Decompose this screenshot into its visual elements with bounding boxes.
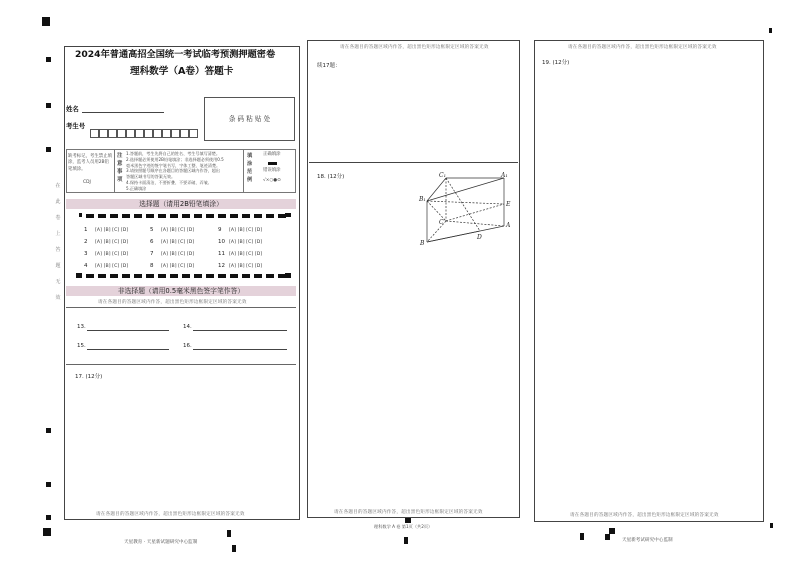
question-17-continued-area[interactable] (309, 54, 518, 162)
timing-track-end (76, 273, 82, 278)
timing-dash (182, 274, 190, 278)
choice-options[interactable]: [A] [B] [C] [D] (229, 252, 263, 257)
notice-line: 3.请按照题号顺序在各题目的答题区域内作答，超出 (126, 168, 220, 174)
choice-question-number: 9 (218, 227, 222, 233)
timing-mark (232, 545, 236, 552)
timing-dash (218, 274, 226, 278)
question-17-continued-label: 续17题： (317, 63, 341, 69)
choice-options[interactable]: [A] [B] [C] [D] (229, 228, 263, 233)
timing-dash (146, 274, 154, 278)
side-warning-text: 在此卷上答题无效 (55, 183, 61, 301)
exam-number-digit-box[interactable] (144, 129, 153, 138)
timing-dash (158, 274, 166, 278)
area-divider (66, 364, 296, 365)
choice-question-number: 3 (84, 251, 88, 257)
timing-dash (266, 274, 274, 278)
exam-number-digit-box[interactable] (126, 129, 135, 138)
choice-question-number: 4 (84, 263, 88, 269)
figure-label-d: D (477, 234, 482, 241)
timing-dash (134, 274, 142, 278)
choice-question-number: 1 (84, 227, 88, 233)
choice-question-number: 12 (218, 263, 225, 269)
footer-left: 天星教育 · 天星新试题研究中心监制 (124, 540, 198, 545)
alignment-mark (46, 428, 51, 433)
blank-15-field[interactable] (87, 341, 169, 350)
timing-track-top (79, 213, 82, 217)
choice-options[interactable]: [A] [B] [C] [D] (161, 264, 195, 269)
timing-dash (86, 214, 94, 218)
timing-mark (605, 534, 610, 540)
blank-15-label: 15. (77, 343, 86, 349)
blank-14-label: 14. (183, 324, 192, 330)
question-18-label: 18. (12分) (317, 174, 345, 180)
notice-line: 5.正确填涂 (126, 185, 147, 191)
timing-dash (182, 214, 190, 218)
blank-13-label: 13. (77, 324, 86, 330)
timing-dash (122, 214, 130, 218)
footer-right: 天星新考试研究中心监制 (622, 538, 673, 543)
timing-dash (230, 274, 238, 278)
choice-options[interactable]: [A] [B] [C] [D] (161, 228, 195, 233)
alignment-mark (46, 147, 51, 152)
notice-line: 4.保持卡面清洁，不要折叠、不要弄破、弄皱。 (126, 180, 212, 185)
notice-line: 2.选择题必须使用2B铅笔填涂；非选择题必须使用0.5 (126, 156, 224, 162)
figure-label-e: E (506, 201, 511, 208)
notice-line: 1.答题前，考生先将自己的姓名、考生号填写清楚。 (126, 151, 220, 156)
alignment-mark (46, 103, 51, 108)
notice-line: 答题区域书写的答案无效。 (126, 174, 176, 180)
figure-label-a1: A₁ (501, 172, 508, 179)
timing-dash (158, 214, 166, 218)
exam-number-digit-box[interactable] (90, 129, 99, 138)
timing-dash (122, 274, 130, 278)
timing-dash (242, 214, 250, 218)
choice-options[interactable]: [A] [B] [C] [D] (95, 240, 129, 245)
choice-options[interactable]: [A] [B] [C] [D] (161, 252, 195, 257)
timing-dash (170, 214, 178, 218)
timing-dash (98, 274, 106, 278)
alignment-mark (42, 17, 50, 26)
blank-13-field[interactable] (87, 322, 169, 331)
fill-correct-label: 正确填涂 (263, 152, 281, 157)
page-footer: 理科数学 A 卷 第1页（共2页） (374, 524, 433, 529)
timing-dash (254, 214, 262, 218)
timing-dash (170, 274, 178, 278)
figure-label-c1: C₁ (439, 172, 446, 179)
figure-label-a: A (506, 222, 511, 229)
figure-label-b: B (420, 240, 425, 247)
timing-dash (110, 214, 118, 218)
fill-wrong-sample: √×○●⊙ (263, 178, 281, 183)
choice-question-number: 8 (150, 263, 154, 269)
fill-correct-sample (268, 162, 277, 165)
missing-exam-code: CDJ (83, 180, 91, 185)
timing-dash (218, 214, 226, 218)
blank-16-field[interactable] (193, 341, 287, 350)
exam-number-digit-box[interactable] (171, 129, 180, 138)
fill-example-heading: 填涂范例 (247, 153, 253, 183)
area-divider (66, 307, 296, 308)
alignment-mark (46, 515, 51, 520)
timing-track-top (86, 214, 282, 218)
choice-question-number: 2 (84, 239, 88, 245)
barcode-label: 条 码 粘 贴 处 (228, 115, 271, 123)
timing-track-end (285, 273, 291, 278)
choice-options[interactable]: [A] [B] [C] [D] (95, 252, 129, 257)
exam-number-digit-box[interactable] (117, 129, 126, 138)
timing-dash (230, 214, 238, 218)
exam-number-digit-box[interactable] (99, 129, 108, 138)
nonchoice-section-header: 非选择题（请用0.5毫米黑色签字笔作答） (66, 286, 296, 296)
missing-exam-note: 缺考标记，考生禁止填涂，监考人员用2B铅笔填涂。 (68, 154, 112, 172)
figure-label-c: C (439, 219, 444, 226)
choice-question-number: 6 (150, 239, 154, 245)
timing-mark (770, 523, 773, 528)
alignment-mark (46, 482, 51, 487)
blank-16-label: 16. (183, 343, 192, 349)
timing-dash (146, 214, 154, 218)
panel1-bottom-notice: 请在各题目的答题区域内作答，超出黑色矩形边框限定区域的答案无效 (96, 512, 245, 517)
prism-figure (414, 168, 518, 248)
exam-number-digit-box[interactable] (153, 129, 162, 138)
choice-options[interactable]: [A] [B] [C] [D] (229, 264, 263, 269)
timing-dash (194, 274, 202, 278)
panel2-bottom-notice: 请在各题目的答题区域内作答，超出黑色矩形边框限定区域的答案无效 (334, 510, 483, 515)
fill-wrong-label: 错误填涂 (263, 168, 281, 173)
choice-question-number: 5 (150, 227, 154, 233)
exam-number-boxes[interactable] (90, 129, 200, 139)
question-17-answer-area[interactable] (66, 368, 296, 508)
notice-line: 毫米黑色字迹的签字笔书写，字体工整、笔迹清楚。 (126, 162, 221, 168)
timing-dash (86, 274, 94, 278)
blank-14-field[interactable] (193, 322, 287, 331)
timing-dash (134, 214, 142, 218)
choice-question-number: 10 (218, 239, 225, 245)
choice-section-header: 选择题（请用2B铅笔填涂） (66, 199, 296, 209)
timing-dash (98, 214, 106, 218)
notice-divider (114, 149, 115, 193)
timing-mark (227, 530, 231, 537)
timing-dash (254, 274, 262, 278)
alignment-mark (43, 528, 51, 536)
timing-dash (206, 214, 214, 218)
question-divider (309, 162, 518, 163)
area-notice: 请在各题目的答题区域内作答，超出黑色矩形边框限定区域的答案无效 (98, 300, 247, 305)
panel3-top-notice: 请在各题目的答题区域内作答，超出黑色矩形边框限定区域的答案无效 (568, 45, 717, 50)
page-title: 2024年普通高招全国统一考试临考预测押题密卷 (75, 49, 276, 60)
exam-number-digit-box[interactable] (135, 129, 144, 138)
question-19-answer-area[interactable] (536, 54, 762, 506)
choice-options[interactable]: [A] [B] [C] [D] (95, 264, 129, 269)
timing-dash (266, 214, 274, 218)
choice-options[interactable]: [A] [B] [C] [D] (229, 240, 263, 245)
timing-track-bottom (86, 274, 282, 278)
notice-heading: 注意事项 (117, 153, 123, 183)
choice-options[interactable]: [A] [B] [C] [D] (95, 228, 129, 233)
timing-dash (194, 214, 202, 218)
exam-number-digit-box[interactable] (189, 129, 198, 138)
name-label: 姓名 (66, 105, 79, 113)
timing-mark (404, 537, 408, 544)
figure-label-b1: B₁ (419, 196, 426, 203)
exam-number-digit-box[interactable] (180, 129, 189, 138)
panel3-bottom-notice: 请在各题目的答题区域内作答，超出黑色矩形边框限定区域的答案无效 (570, 513, 719, 518)
notice-divider (243, 149, 244, 193)
choice-options[interactable]: [A] [B] [C] [D] (161, 240, 195, 245)
timing-dash (206, 274, 214, 278)
exam-number-digit-box[interactable] (108, 129, 117, 138)
name-field[interactable] (82, 104, 164, 113)
timing-mark (769, 28, 772, 33)
question-17-label: 17. (12分) (75, 374, 103, 380)
timing-dash (242, 274, 250, 278)
page-subtitle: 理科数学（A卷）答题卡 (130, 66, 234, 77)
timing-track-end (285, 213, 291, 217)
exam-number-digit-box[interactable] (162, 129, 171, 138)
exam-number-label: 考生号 (66, 122, 86, 130)
timing-dash (110, 274, 118, 278)
choice-question-number: 7 (150, 251, 154, 257)
panel2-top-notice: 请在各题目的答题区域内作答，超出黑色矩形边框限定区域的答案无效 (340, 45, 489, 50)
timing-mark (580, 533, 584, 540)
alignment-mark (46, 57, 51, 62)
choice-question-number: 11 (218, 251, 225, 257)
question-19-label: 19. (12分) (542, 60, 570, 66)
